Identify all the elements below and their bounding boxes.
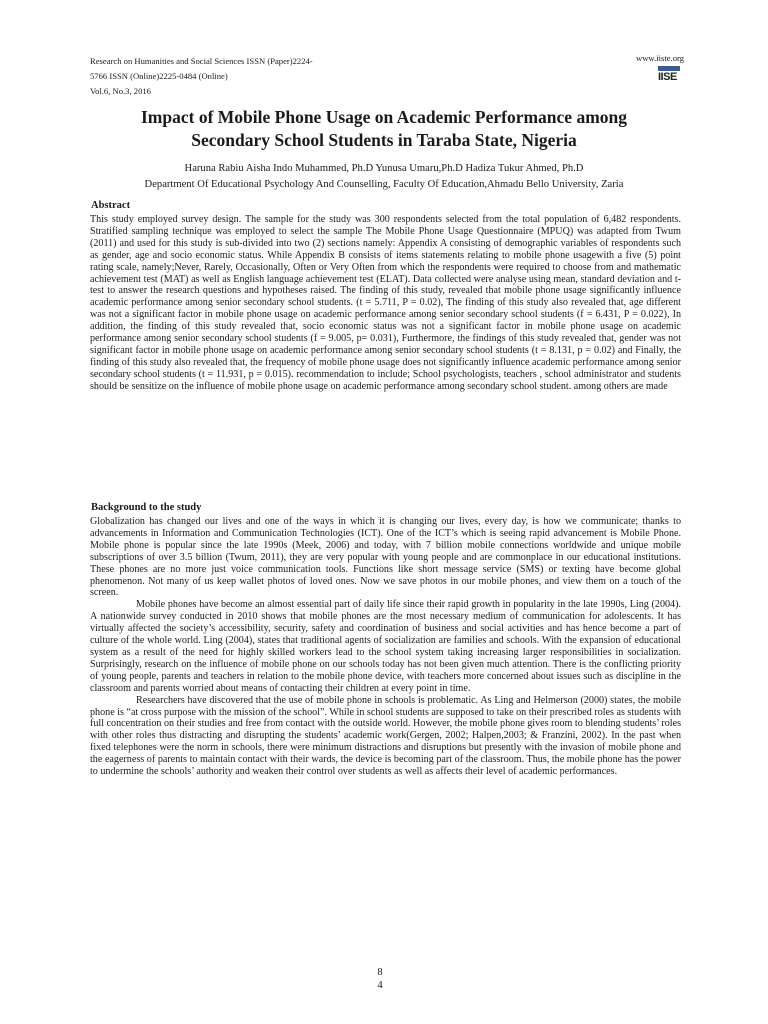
logo-text: IISE — [658, 71, 677, 83]
iiste-logo-icon — [658, 66, 680, 84]
paper-title-line-2: Secondary School Students in Taraba State, Nigeria — [191, 130, 577, 150]
journal-issn-line-2: 5766 ISSN (Online)2225-0484 (Online) — [90, 71, 228, 81]
background-paragraph-2: Mobile phones have become an almost essential part of daily life since their rapid growth in popularity in the late 1990s, Ling (2004). A nationwide survey conducted in 2010 shows that mobile phones are the most necessary medium of communication for adolescents. It has virtually affected the society’s accessibility, security, safety and coordination of business and social activities and has hence become a part of culture of the whole world. Ling (2004), states that traditional agents of socialization are families and schools. With the expansion of educational system as a result of the need for highly skilled workers lead to the school system taking increasing larger responsibilities in socialization. Surprisingly, research on the influence of mobile phone on our schools today has not been given much attention. There is the conflicting priority of young people, parents and teachers in relation to the mobile phone device, with teachers more concerned about issues such as discipline in the classroom and parents worried about means of contacting their children at every point in time. — [90, 599, 681, 694]
background-heading: Background to the study — [91, 502, 202, 513]
abstract-text: This study employed survey design. The sample for the study was 300 respondents selected from the total population of 6,482 respondents. Stratified sampling technique was employed to select the sample The Mobile Phone Usage Questionnaire (MPUQ) was adapted from Twum (2011) and used for this study is sub-divided into two (2) sections namely: Appendix A consisting of demographic variables of respondents such as gender, age and socio economic status. While Appendix B consists of items statements relating to mobile phone usagewith a five (5) point rating scale, namely;Never, Rarely, Occasionally, Often or Very Often from which the respondents were required to choose from and mathematic achievement test (MAT) as well as English language achievement test (ELAT). Data collected were analyse using mean, standard deviation and t-test to answer the research questions and hypotheses raised. The finding of this study, revealed that mobile phone usage significantly influence academic performance among senior secondary school students. (t = 5.711, P = 0.02), The finding of this study also revealed that, age different was not a significant factor in mobile phone usage on academic performance among senior secondary school students (f = 6.431, P = 0.022), In addition, the finding of this study revealed that, socio economic status was not a significant factor in mobile phone usage on academic performance among senior secondary school students (f = 9.005, p= 0.031), Furthermore, the findings of this study revealed that, gender was not significant factor in mobile phone usage on academic performance among senior secondary school students (t = 8.131, p = 0.02) and Finally, the finding of this study also revealed that, the frequency of mobile phone usage does not significantly influence academic performance among senior secondary school students (t = 11.931, p = 0.015). recommendation to include; School psychologists, teachers , school administrator and students should be sensitize on the influence of mobile phone usage on academic performance among secondary school student. among others are made — [90, 214, 681, 392]
author-block — [60, 161, 708, 193]
paper-title-line-1: Impact of Mobile Phone Usage on Academic Performance among — [140, 107, 628, 127]
abstract-body — [90, 214, 681, 393]
journal-header — [90, 54, 420, 99]
publisher-logo — [614, 52, 684, 88]
abstract-heading: Abstract — [91, 200, 131, 211]
journal-volume: Vol.6, No.3, 2016 — [90, 86, 151, 96]
background-body — [90, 516, 681, 778]
author-affiliation: Department Of Educational Psychology And Counselling, Faculty Of Education,Ahmadu Bello University, Zaria — [144, 179, 624, 190]
author-names: Haruna Rabiu Aisha Indo Muhammed, Ph.D Yunusa Umaru,Ph.D Hadiza Tukur Ahmed, Ph.D — [184, 163, 584, 174]
background-paragraph-1: Globalization has changed our lives and one of the ways in which it is changing our lives, every day, is how we communicate; thanks to advancements in Information and Communication Technologies (ICT). One of the ICT’s which is seeing rapid advancement is Mobile Phone. Mobile phone is popular since the late 1990s (Meek, 2006) and today, with 7 billion mobile connections worldwide and unique mobile subscriptions of over 3.5 billion (Twum, 2011), they are very popular with young people and are commonplace in our educational institutions. These phones are no more just voice communication tools. Functions like short message service (SMS) or texting have become global phenomenon. Not many of us keep wallet photos of loved ones. Now we save photos in our mobile phones, and view them on a touch of the screen. — [90, 516, 681, 599]
journal-website[interactable]: www.iiste.org — [636, 53, 684, 63]
journal-issn-line-1: Research on Humanities and Social Sciences ISSN (Paper)2224- — [90, 56, 313, 66]
paper-title — [80, 106, 688, 152]
background-paragraph-3: Researchers have discovered that the use of mobile phone in schools is problematic. As Ling and Helmerson (2000) states, the mobile phone is “at cross purpose with the mission of the school”. While in school students are supposed to take on their prescribed roles as students with full concentration on their studies and free from contact with the outside world. However, the mobile phone gives room to blending students’ roles with other roles thus distracting and disrupting the students’ academic work(Gergen, 2002; Halpen,2003; & Franzini, 2002). In the past when fixed telephones were the norm in schools, there were minimum distractions and disruptions but presently with the invasion of mobile phone and the eagerness of parents to maintain contact with their wards, the device is becoming part of the classroom. Thus, the mobile phone has the power to undermine the schools’ authority and weaken their control over students as well as affects their level of academic performances. — [90, 694, 681, 778]
page-number: 8 4 — [377, 967, 383, 991]
